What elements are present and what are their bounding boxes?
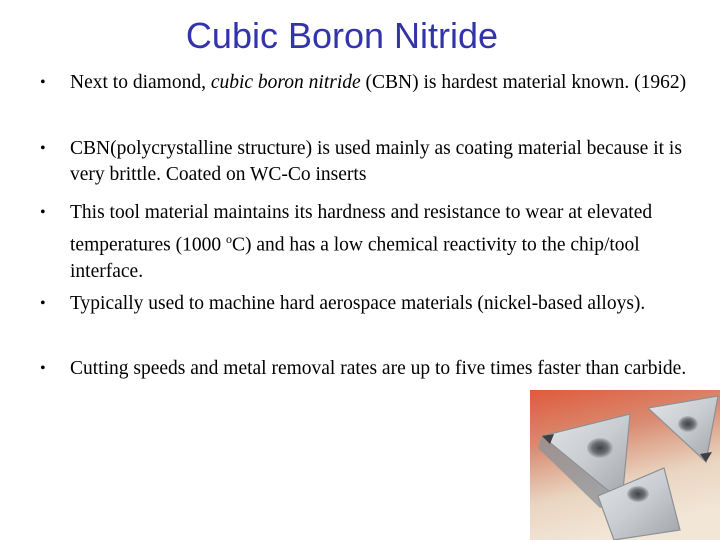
bullet-text: CBN(polycrystalline structure) is used mainly as coating material because it is very brittle. Coated on WC‐Co inserts bbox=[70, 138, 682, 185]
bullet-text-part: (CBN) is hardest material known. (1962) bbox=[360, 72, 687, 93]
bullet-marker: • bbox=[40, 204, 46, 221]
bullet-text-part: C) and has a low chemical reactivity to the chip/tool interface. bbox=[70, 234, 640, 282]
bullet-marker: • bbox=[40, 140, 46, 157]
bullet-item bbox=[40, 200, 690, 285]
bullet-item bbox=[40, 356, 690, 382]
bullet-marker: • bbox=[40, 74, 46, 91]
bullet-text-part: Next to diamond, bbox=[70, 72, 211, 93]
bullet-text: Typically used to machine hard aerospace materials (nickel‐based alloys). bbox=[70, 293, 646, 314]
bullet-text bbox=[70, 70, 690, 96]
slide-title: Cubic Boron Nitride bbox=[185, 15, 499, 56]
bullet-item bbox=[40, 136, 690, 188]
bullet-text bbox=[70, 200, 690, 285]
bullet-text-part: This tool material maintains its hardness and resistance to wear at elevated temperatures (1000 bbox=[70, 202, 653, 256]
bullet-text-emphasis: cubic boron nitride bbox=[210, 72, 361, 93]
bullet-marker: • bbox=[40, 360, 46, 377]
bullet-marker: • bbox=[40, 295, 46, 312]
bullet-item bbox=[40, 291, 690, 317]
cbn-inserts-photo bbox=[530, 390, 720, 540]
degree-superscript: o bbox=[225, 232, 232, 246]
bullet-item bbox=[40, 70, 690, 96]
bullet-text: Cutting speeds and metal removal rates are up to five times faster than carbide. bbox=[70, 358, 687, 379]
